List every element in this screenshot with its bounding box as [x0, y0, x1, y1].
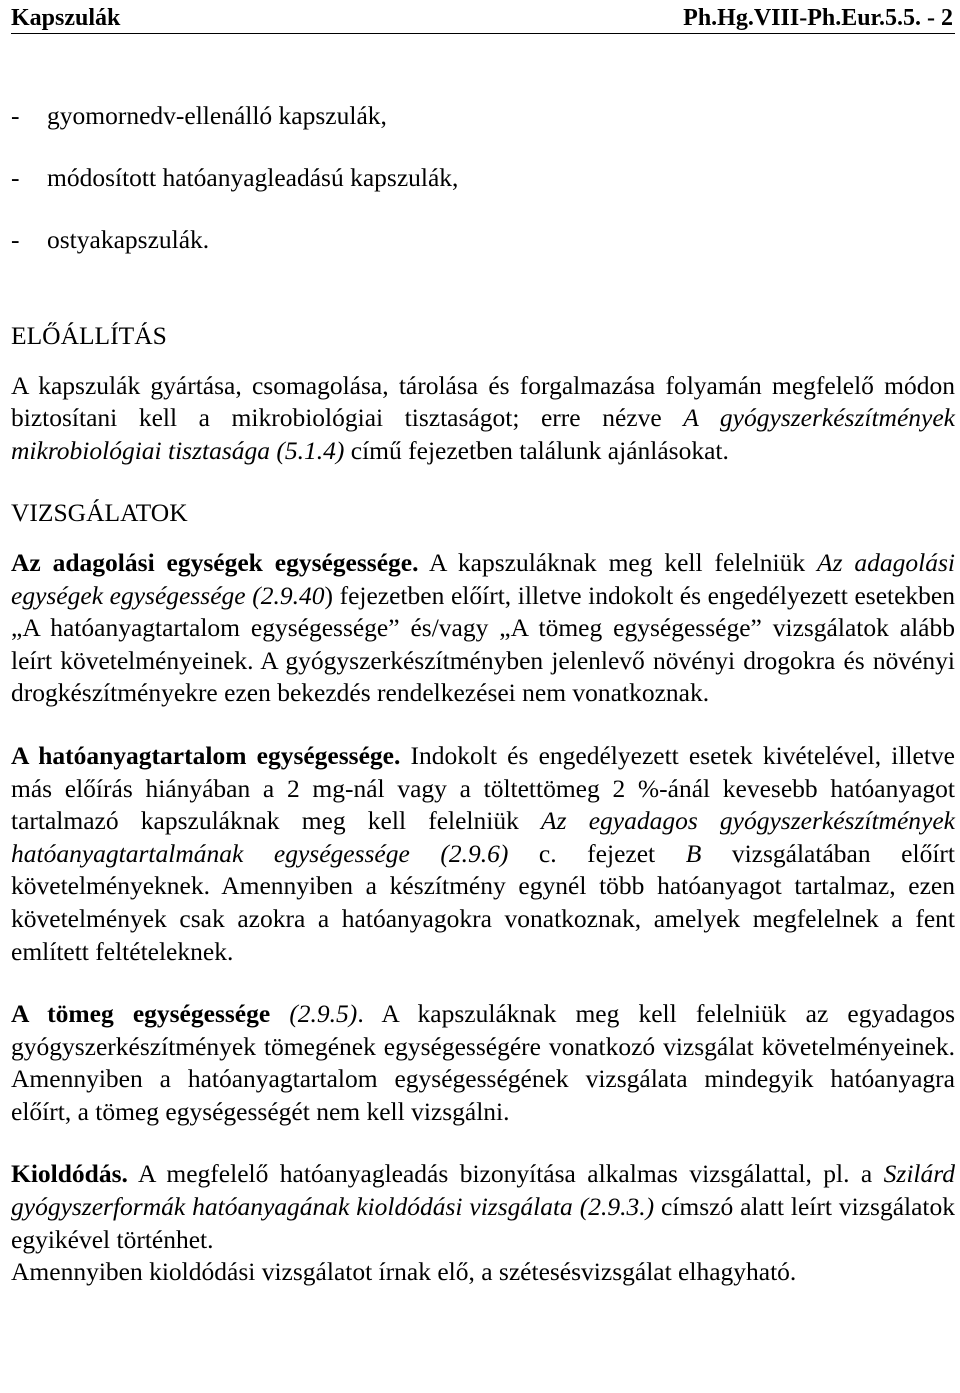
page-header: [11, 0, 955, 34]
document-page: [11, 0, 955, 1289]
paragraph-eloallitas: A kapszulák gyártása, csomagolása, tárolása és forgalmazása folyamán megfelelő módon biztosítani kell a mikrobiológiai tisztaságot; erre nézve A gyógyszerkészítmények mikrobiológiai tisztasága (5.1.4) című fejezetben találunk ajánlásokat.: [11, 370, 955, 465]
paragraph-kioldodas: Kioldódás. A megfelelő hatóanyagleadás bizonyítása alkalmas vizsgálattal, pl. a Szilárd gyógyszerformák hatóanyagának kioldódási vizsgálata (2.9.3.) címszó alatt leírt vizsgálatok egyikével történhet.: [11, 1159, 955, 1254]
list-item: - gyomornedv-ellenálló kapszulák,: [11, 101, 387, 130]
list-item: - ostyakapszulák.: [11, 225, 210, 254]
paragraph-szeteses: Amennyiben kioldódási vizsgálatot írnak elő, a szétesésvizsgálat elhagyható.: [11, 1257, 797, 1287]
header-reference: Ph.Hg.VIII-Ph.Eur.5.5. - 2: [683, 5, 953, 31]
section-heading-vizsgalatok: VIZSGÁLATOK: [11, 498, 188, 528]
header-title: Kapszulák: [11, 5, 121, 31]
paragraph-tomeg-egysegesseg: A tömeg egységessége (2.9.5). A kapszuláknak meg kell felelniük az egyadagos gyógyszerkészítmények tömegének egységességére vonatkozó vizsgálat követelményeinek. Amennyiben a hatóanyagtartalom egységességének vizsgálata mindegyik hatóanyagra előírt, a tömeg egységességét nem kell vizsgálni.: [11, 999, 956, 1126]
section-heading-eloallitas: ELŐÁLLÍTÁS: [11, 321, 167, 350]
capsule-type-list: [11, 100, 955, 286]
paragraph-hatoanyagtartalom: A hatóanyagtartalom egységessége. Indokolt és engedélyezett esetek kivételével, illetve más előírás hiányában a 2 mg-nál vagy a töltettömeg 2 %-ánál kevesebb hatóanyagot tartalmazó kapszuláknak meg kell felelniük Az egyadagos gyógyszerkészítmények hatóanyagtartalmának egységessége (2.9.6) c. fejezet B vizsgálatában előírt követelményeknek. Amennyiben a készítmény egynél több hatóanyagot tartalmaz, ezen követelmények csak azokra a hatóanyagokra vonatkoznak, amelyek megfelelnek a fent említett feltételeknek.: [11, 740, 955, 966]
list-item: - módosított hatóanyagleadású kapszulák,: [11, 163, 459, 192]
paragraph-adagolasi-egysegek: Az adagolási egységek egységessége. A kapszuláknak meg kell felelniük Az adagolási egységek egységessége (2.9.40) fejezetben előírt, illetve indokolt és engedélyezett esetekben „A hatóanyagtartalom egységessége” és/vagy „A tömeg egységessége” vizsgálatok alább leírt követelményeinek. A gyógyszerkészítményben jelenlevő növényi drogokra és növényi drogkészítményekre ezen bekezdés rendelkezései nem vonatkoznak.: [11, 547, 956, 708]
